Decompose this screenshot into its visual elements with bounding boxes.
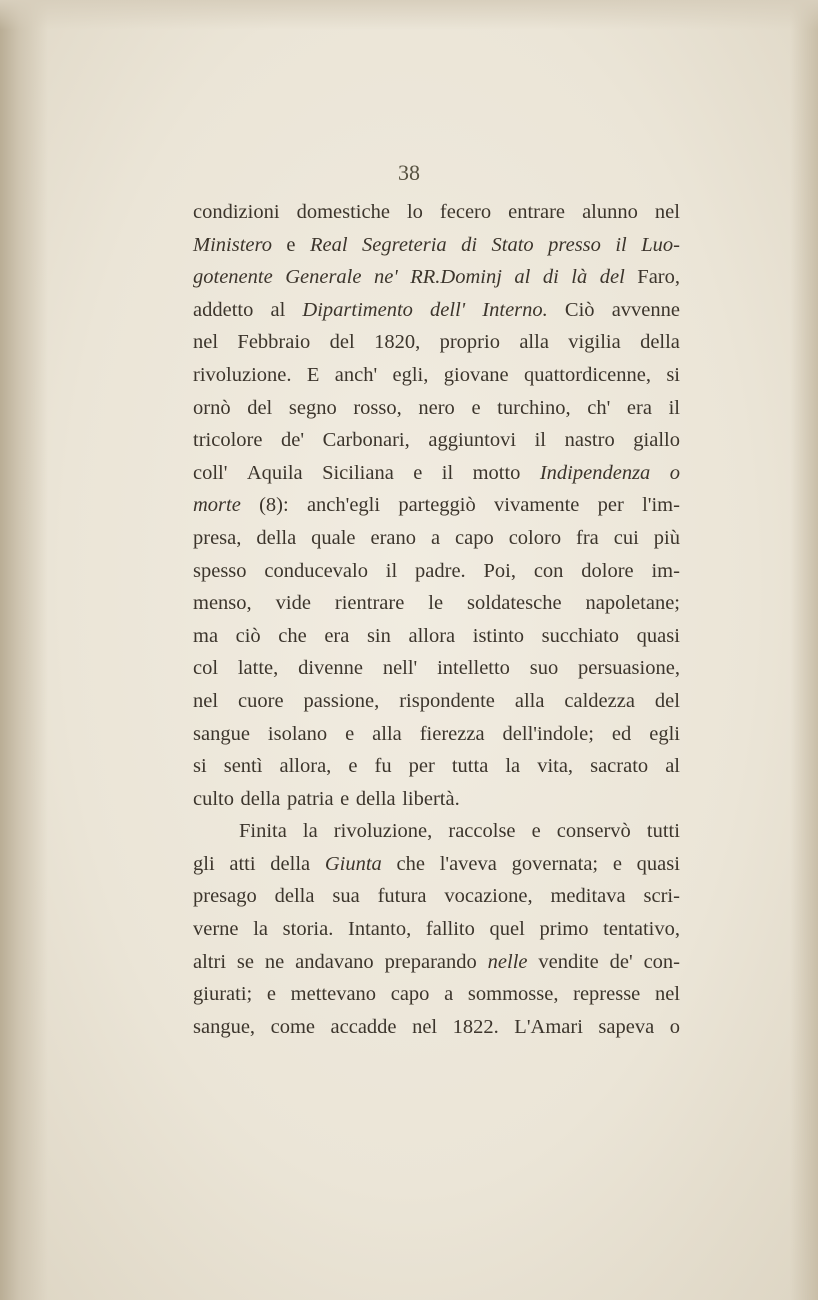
word: si bbox=[193, 755, 207, 778]
word: per bbox=[597, 494, 624, 517]
page-top-shadow bbox=[0, 0, 818, 30]
word: e bbox=[348, 755, 358, 778]
text-line bbox=[193, 1011, 680, 1044]
word: giurati; bbox=[193, 983, 253, 1006]
word: e bbox=[471, 396, 481, 419]
word: cui bbox=[613, 526, 639, 549]
word: che bbox=[396, 852, 425, 875]
word: andavano bbox=[295, 950, 374, 973]
word: latte, bbox=[237, 657, 279, 680]
word: fecero bbox=[439, 201, 492, 223]
word: erano bbox=[370, 526, 417, 549]
word: sin bbox=[366, 624, 391, 647]
word: turchino, bbox=[497, 396, 571, 419]
text-line bbox=[193, 620, 680, 653]
word: del bbox=[329, 331, 355, 354]
word: ciò bbox=[235, 624, 261, 647]
text-line bbox=[193, 848, 680, 881]
word: Ministero bbox=[193, 233, 272, 256]
text-line bbox=[193, 294, 680, 327]
text-line bbox=[193, 750, 680, 783]
word: Febbraio bbox=[237, 331, 311, 354]
word: quel bbox=[489, 918, 525, 941]
word: avvenne bbox=[611, 298, 680, 321]
word: Real bbox=[309, 233, 348, 256]
word: rivoluzione, bbox=[333, 820, 433, 843]
text-line bbox=[193, 815, 680, 848]
word: Aquila bbox=[246, 461, 303, 484]
word: la bbox=[253, 918, 268, 941]
text-line bbox=[193, 326, 680, 359]
word: governata; bbox=[511, 852, 599, 875]
text-line bbox=[193, 261, 680, 294]
word: verne bbox=[193, 918, 239, 941]
word: Ciò bbox=[564, 298, 595, 321]
word: vivamente bbox=[494, 494, 580, 517]
word: rientrare bbox=[334, 592, 405, 615]
word: vendite bbox=[538, 950, 599, 973]
word: rivoluzione. bbox=[193, 363, 292, 386]
word: ch' bbox=[587, 396, 611, 419]
word: là bbox=[571, 266, 588, 289]
word: ed bbox=[611, 722, 632, 745]
text-line bbox=[193, 880, 680, 913]
text-line bbox=[193, 555, 680, 588]
word: fierezza bbox=[419, 722, 485, 745]
word: della bbox=[274, 885, 315, 908]
word: al bbox=[270, 298, 286, 321]
text-line bbox=[193, 913, 680, 946]
word: della bbox=[640, 331, 680, 354]
word: succhiato bbox=[541, 624, 620, 647]
word: vocazione, bbox=[444, 885, 533, 908]
word: Stato bbox=[491, 233, 534, 256]
page-binding-shadow bbox=[0, 0, 48, 1300]
word: accadde bbox=[330, 1015, 397, 1038]
word: suo bbox=[529, 657, 559, 680]
word: persuasione, bbox=[578, 657, 680, 680]
word: l'aveva bbox=[439, 852, 497, 875]
word: vita, bbox=[537, 755, 574, 778]
word: Poi, bbox=[483, 559, 516, 582]
word: con- bbox=[643, 950, 680, 973]
word: entrare bbox=[508, 201, 566, 223]
text-line bbox=[193, 946, 680, 979]
word: e bbox=[612, 852, 622, 875]
word: de' bbox=[609, 950, 633, 973]
word: sapeva bbox=[598, 1015, 655, 1038]
word: giallo bbox=[633, 429, 680, 452]
word: o bbox=[669, 461, 680, 484]
word: sangue bbox=[193, 722, 250, 745]
word: quasi bbox=[636, 852, 680, 875]
word: proprio bbox=[439, 331, 500, 354]
word: (8): bbox=[259, 494, 289, 517]
word: e bbox=[340, 787, 350, 810]
word: coloro bbox=[508, 526, 562, 549]
word: dolore bbox=[581, 559, 634, 582]
word: nel bbox=[193, 331, 219, 354]
word: altri bbox=[193, 950, 227, 973]
word: nel bbox=[654, 983, 680, 1006]
word: presa, bbox=[193, 526, 242, 549]
word: a bbox=[444, 983, 454, 1006]
text-line bbox=[193, 424, 680, 457]
word: quale bbox=[311, 526, 356, 549]
word: fra bbox=[576, 526, 599, 549]
word: domestiche bbox=[296, 201, 390, 223]
word: e bbox=[413, 461, 423, 484]
word: capo bbox=[390, 983, 430, 1006]
text-line bbox=[193, 392, 680, 425]
word: napoletane; bbox=[585, 592, 680, 615]
word: presago bbox=[193, 885, 257, 908]
word: nastro bbox=[564, 429, 615, 452]
word: o bbox=[669, 1015, 680, 1038]
word: addetto bbox=[193, 298, 254, 321]
word: del bbox=[654, 689, 680, 712]
word: alla bbox=[514, 689, 545, 712]
word: rispondente bbox=[399, 689, 495, 712]
word: im- bbox=[651, 559, 680, 582]
word: e bbox=[531, 820, 541, 843]
text-line bbox=[193, 489, 680, 522]
word: aggiuntovi bbox=[428, 429, 517, 452]
word: primo bbox=[539, 918, 589, 941]
word: vide bbox=[275, 592, 311, 615]
word: tricolore bbox=[193, 429, 263, 452]
word: raccolse bbox=[448, 820, 516, 843]
word: condizioni bbox=[193, 201, 280, 223]
text-line bbox=[193, 196, 680, 229]
word: la bbox=[302, 820, 318, 843]
word: meditava bbox=[550, 885, 626, 908]
word: soldatesche bbox=[467, 592, 562, 615]
word: nell' bbox=[382, 657, 418, 680]
word: ne' bbox=[373, 266, 398, 289]
word: il bbox=[441, 461, 454, 484]
word: egli bbox=[649, 722, 680, 745]
word: dell' bbox=[430, 298, 466, 321]
word: nel bbox=[654, 201, 680, 223]
word: era bbox=[626, 396, 652, 419]
text-line bbox=[193, 457, 680, 490]
word: era bbox=[324, 624, 350, 647]
word: se bbox=[236, 950, 254, 973]
word: allora bbox=[408, 624, 456, 647]
word: sua bbox=[332, 885, 360, 908]
word: spesso bbox=[193, 559, 247, 582]
word: vigilia bbox=[568, 331, 621, 354]
word: Luo- bbox=[641, 233, 680, 256]
word: della bbox=[240, 787, 281, 810]
word: e bbox=[286, 233, 296, 256]
word: con bbox=[533, 559, 564, 582]
word: della bbox=[256, 526, 297, 549]
text-line bbox=[193, 522, 680, 555]
word: alla bbox=[519, 331, 549, 354]
word: ne bbox=[264, 950, 285, 973]
word: fu bbox=[374, 755, 392, 778]
word: il bbox=[385, 559, 398, 582]
word: caldezza bbox=[564, 689, 635, 712]
word: motto bbox=[472, 461, 521, 484]
word: conducevalo bbox=[264, 559, 368, 582]
word: morte bbox=[193, 494, 241, 517]
word: ornò bbox=[193, 396, 231, 419]
word: della bbox=[355, 787, 396, 810]
word: sangue, bbox=[193, 1015, 256, 1038]
word: alla bbox=[372, 722, 402, 745]
word: al bbox=[665, 755, 680, 778]
word: padre. bbox=[415, 559, 466, 582]
word: e bbox=[266, 983, 276, 1006]
text-line bbox=[193, 718, 680, 751]
text-line bbox=[193, 652, 680, 685]
word: anch'egli bbox=[306, 494, 381, 517]
word: si bbox=[666, 363, 680, 386]
word: storia. bbox=[282, 918, 334, 941]
page-number: 38 bbox=[398, 160, 420, 185]
word: di bbox=[542, 266, 559, 289]
word: sommosse, bbox=[467, 983, 559, 1006]
word: divenne bbox=[298, 657, 363, 680]
word: Carbonari, bbox=[322, 429, 410, 452]
page-edge-shadow bbox=[790, 0, 818, 1300]
word: ma bbox=[193, 624, 219, 647]
word: al bbox=[514, 266, 531, 289]
word: giovane bbox=[443, 363, 509, 386]
word: Intanto, bbox=[348, 918, 412, 941]
word: patria bbox=[286, 787, 334, 810]
word: fallito bbox=[425, 918, 475, 941]
word: Dipartimento bbox=[302, 298, 413, 321]
word: quasi bbox=[636, 624, 680, 647]
word: 1822. bbox=[452, 1015, 499, 1038]
word: istinto bbox=[472, 624, 525, 647]
word: futura bbox=[377, 885, 427, 908]
word: più bbox=[653, 526, 680, 549]
word: nero bbox=[418, 396, 455, 419]
word: coll' bbox=[193, 461, 228, 484]
word: il bbox=[534, 429, 547, 452]
word: che bbox=[278, 624, 307, 647]
word: mettevano bbox=[290, 983, 377, 1006]
word: sacrato bbox=[590, 755, 649, 778]
body-text bbox=[193, 196, 680, 1043]
word: RR.Dominj bbox=[410, 266, 502, 289]
word: passione, bbox=[303, 689, 380, 712]
word: menso, bbox=[193, 592, 252, 615]
word: dell'indole; bbox=[502, 722, 594, 745]
word: sentì bbox=[223, 755, 263, 778]
word: il bbox=[615, 233, 627, 256]
word: rosso, bbox=[353, 396, 402, 419]
word: tutta bbox=[451, 755, 489, 778]
word: E bbox=[306, 363, 320, 386]
word: Segreteria bbox=[362, 233, 447, 256]
word: per bbox=[408, 755, 435, 778]
word: scri- bbox=[643, 885, 680, 908]
word: col bbox=[193, 657, 219, 680]
text-line bbox=[193, 587, 680, 620]
word: Finita bbox=[239, 820, 287, 843]
word: cuore bbox=[238, 689, 284, 712]
word: culto bbox=[193, 787, 234, 810]
word: della bbox=[270, 852, 311, 875]
word: lo bbox=[406, 201, 423, 223]
word: gotenente bbox=[193, 266, 273, 289]
word: come bbox=[270, 1015, 315, 1038]
word: segno bbox=[288, 396, 337, 419]
text-line bbox=[193, 685, 680, 718]
word: nelle bbox=[487, 950, 528, 973]
word: Giunta bbox=[324, 852, 382, 875]
word: quattordicenne, bbox=[524, 363, 651, 386]
word: atti bbox=[229, 852, 256, 875]
word: L'Amari bbox=[514, 1015, 583, 1038]
text-line bbox=[193, 359, 680, 392]
word: il bbox=[668, 396, 680, 419]
word: nel bbox=[193, 689, 219, 712]
word: gli bbox=[193, 852, 215, 875]
word: anch' bbox=[334, 363, 378, 386]
word: isolano bbox=[267, 722, 328, 745]
word: l'im- bbox=[642, 494, 680, 517]
word: conservò bbox=[556, 820, 631, 843]
word: tentativo, bbox=[603, 918, 680, 941]
word: 1820, bbox=[374, 331, 421, 354]
word: parteggiò bbox=[398, 494, 476, 517]
word: capo bbox=[455, 526, 494, 549]
word: preparando bbox=[384, 950, 477, 973]
word: Interno. bbox=[482, 298, 548, 321]
word: del bbox=[599, 266, 625, 289]
word: le bbox=[428, 592, 444, 615]
text-line bbox=[193, 783, 680, 816]
word: intelletto bbox=[437, 657, 510, 680]
word: la bbox=[505, 755, 521, 778]
word: de' bbox=[281, 429, 305, 452]
word: represse bbox=[573, 983, 641, 1006]
word: presso bbox=[548, 233, 601, 256]
word: Siciliana bbox=[322, 461, 394, 484]
word: a bbox=[430, 526, 441, 549]
word: tutti bbox=[646, 820, 680, 843]
word: libertà. bbox=[402, 787, 460, 810]
word: e bbox=[345, 722, 355, 745]
word: alunno bbox=[582, 201, 638, 223]
text-line bbox=[193, 229, 680, 262]
text-line bbox=[193, 978, 680, 1011]
word: Indipendenza bbox=[539, 461, 651, 484]
word: Faro, bbox=[637, 266, 680, 289]
word: nel bbox=[412, 1015, 438, 1038]
word: allora, bbox=[279, 755, 332, 778]
word: Generale bbox=[285, 266, 362, 289]
word: di bbox=[461, 233, 478, 256]
word: egli, bbox=[392, 363, 429, 386]
word: del bbox=[247, 396, 273, 419]
